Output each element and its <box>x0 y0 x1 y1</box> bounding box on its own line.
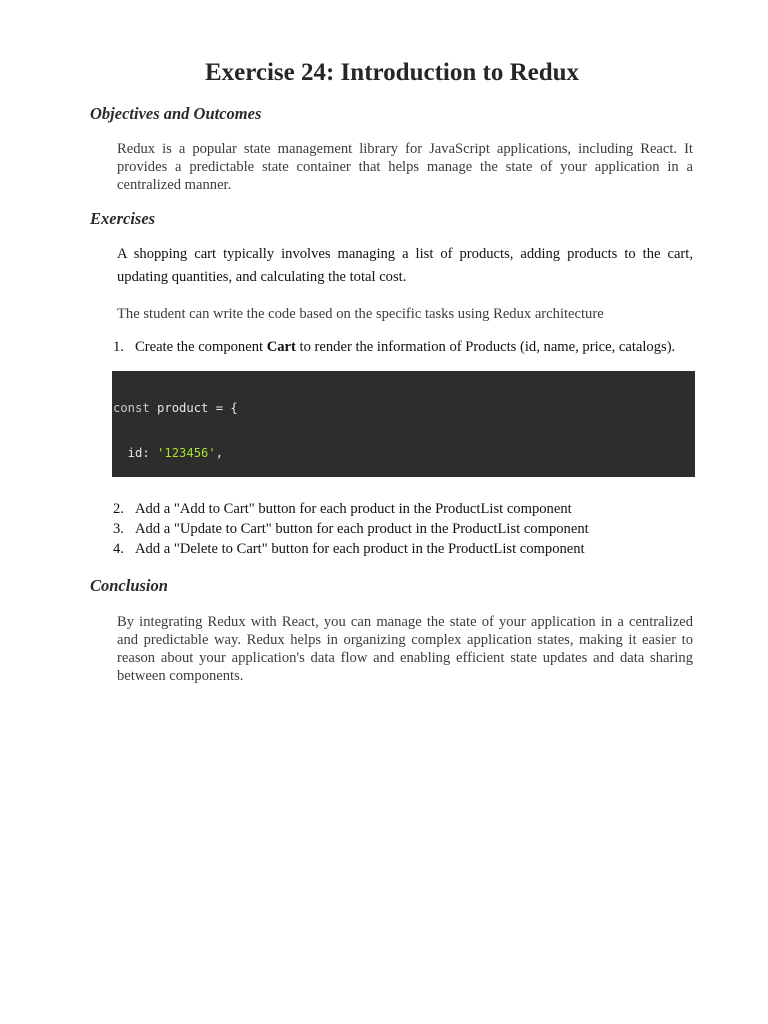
step-text: Add a "Update to Cart" button for each product in the ProductList component <box>135 521 589 537</box>
step-1-list <box>113 337 675 357</box>
code-keyword: const <box>113 401 150 415</box>
step-number: 3. <box>113 521 124 537</box>
step-number: 2. <box>113 501 124 517</box>
steps-list <box>113 499 589 559</box>
list-item-step-3 <box>113 519 589 539</box>
exercises-intro-paragraph: A shopping cart typically involves managing a list of products, adding products to the cart, updating quantities, and calculating the total cost. <box>117 246 693 285</box>
list-item-step-1 <box>113 337 675 357</box>
code-text: product = { <box>149 401 238 415</box>
step-text: Add a "Add to Cart" button for each product in the ProductList component <box>135 501 572 517</box>
code-line <box>112 446 695 461</box>
step-text: Add a "Delete to Cart" button for each product in the ProductList component <box>135 541 585 557</box>
exercises-heading: Exercises <box>90 209 156 228</box>
conclusion-heading: Conclusion <box>90 576 168 595</box>
objectives-heading: Objectives and Outcomes <box>90 104 262 123</box>
step-number: 1. <box>113 339 124 355</box>
list-item-step-4 <box>113 539 589 559</box>
code-block <box>112 371 695 477</box>
step-number: 4. <box>113 541 124 557</box>
page-title: Exercise 24: Introduction to Redux <box>204 59 580 86</box>
code-text: id: <box>113 446 158 460</box>
code-line <box>112 401 695 416</box>
step-text-after: to render the information of Products (id, name, price, catalogs). <box>295 339 676 355</box>
cart-component-name: Cart <box>266 339 296 355</box>
step-text-before: Create the component <box>135 339 267 355</box>
conclusion-paragraph: By integrating Redux with React, you can manage the state of your application in a centralized and predictable way. Redux helps in organizing complex application states, making it easier to reason about your application's data flow and enabling efficient state updates and data sharing between components. <box>117 614 693 684</box>
objectives-paragraph: Redux is a popular state management library for JavaScript applications, including React. It provides a predictable state container that helps manage the state of your application in a centralized manner. <box>117 141 693 193</box>
list-item-step-2 <box>113 499 589 519</box>
code-string: '123456' <box>157 446 216 460</box>
code-text: , <box>215 446 224 460</box>
exercises-note-paragraph: The student can write the code based on the specific tasks using Redux architecture <box>117 306 604 322</box>
